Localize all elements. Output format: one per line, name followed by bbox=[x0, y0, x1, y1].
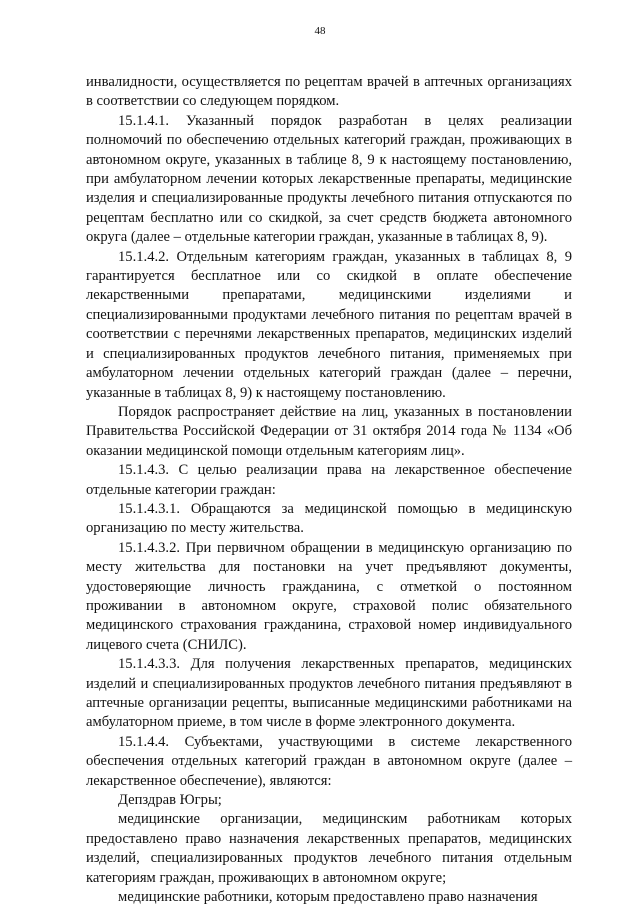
paragraph-15-1-4-4: 15.1.4.4. Субъектами, участвующими в системе лекарственного обеспечения отдельных категорий граждан в автономном округе (далее – лекарственное обеспечение), являются: bbox=[86, 733, 572, 789]
paragraph-scope: Порядок распространяет действие на лиц, указанных в постановлении Правительства Российской Федерации от 31 октября 2014 года № 1134 «Об оказании медицинской помощи отдельным категориям лиц». bbox=[86, 403, 572, 459]
paragraph-15-1-4-2: 15.1.4.2. Отдельным категориям граждан, указанных в таблицах 8, 9 гарантируется бесплатное или со скидкой в оплате обеспечение лекарственными препаратами, медицинскими изделиями и специализированными продуктами лечебного питания по рецептам врачей в соответствии с перечнями лекарственных препаратов, медицинских изделий и специализированных продуктов лечебного питания, применяемых при амбулаторном лечении отдельных категорий граждан (далее – перечни, указанные в таблицах 8, 9) к настоящему постановлению. bbox=[86, 248, 572, 401]
paragraph-15-1-4-3-3: 15.1.4.3.3. Для получения лекарственных препаратов, медицинских изделий и специализированных продуктов лечебного питания предъявляют в аптечные организации рецепты, выписанные медицинскими работниками на амбулаторном приеме, в том числе в форме электронного документа. bbox=[86, 656, 572, 731]
paragraph-list-item-depzdrav: Депздрав Югры; bbox=[118, 792, 222, 809]
paragraph-15-1-4-3: 15.1.4.3. С целью реализации права на лекарственное обеспечение отдельные категории граждан: bbox=[86, 462, 572, 498]
paragraph-list-item-workers: медицинские работники, которым предоставлено право назначения bbox=[118, 889, 538, 906]
document-body bbox=[86, 73, 572, 907]
paragraph-continuation: инвалидности, осуществляется по рецептам врачей в аптечных организациях в соответствии со следующем порядком. bbox=[86, 74, 572, 110]
paragraph-list-item-organizations: медицинские организации, медицинским работникам которых предоставлено право назначения лекарственных препаратов, медицинских изделий, специализированных продуктов лечебного питания отдельным категориям граждан, проживающих в автономном округе; bbox=[86, 811, 572, 886]
page-number: 48 bbox=[314, 25, 326, 37]
paragraph-15-1-4-3-1: 15.1.4.3.1. Обращаются за медицинской помощью в медицинскую организацию по месту жительства. bbox=[86, 500, 572, 537]
paragraph-15-1-4-1: 15.1.4.1. Указанный порядок разработан в целях реализации полномочий по обеспечению отдельных категорий граждан, проживающих в автономном округе, указанных в таблице 8, 9 к настоящему постановлению, при амбулаторном лечении которых лекарственные препараты, медицинские изделия и специализированные продукты лечебного питания отпускаются по рецептам бесплатно или со скидкой, за счет средств бюджета автономного округа (далее – отдельные категории граждан, указанные в таблицах 8, 9). bbox=[86, 112, 572, 246]
paragraph-15-1-4-3-2: 15.1.4.3.2. При первичном обращении в медицинскую организацию по месту жительства для постановки на учет предъявляют документы, удостоверяющие личность гражданина, с отметкой о постоянном проживании в автономном округе, страховой полис обязательного медицинского страхования гражданина, страховой номер индивидуального лицевого счета (СНИЛС). bbox=[86, 539, 572, 653]
